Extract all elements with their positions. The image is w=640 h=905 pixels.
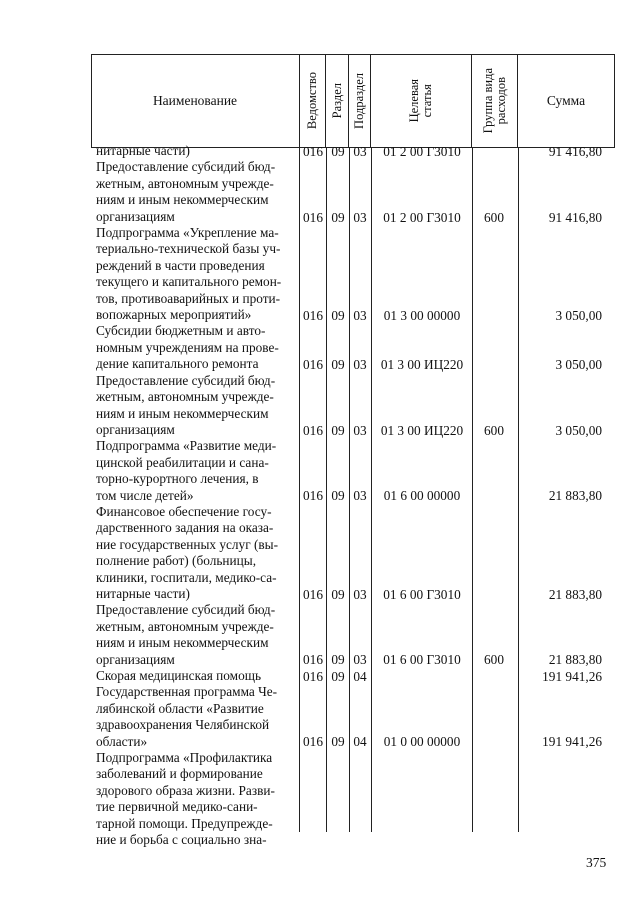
row-expense-group: 600 xyxy=(484,652,504,668)
row-name-line: ние и борьба с социально зна- xyxy=(96,832,267,848)
header-name-cell xyxy=(91,54,300,147)
row-name-line: Предоставление субсидий бюд- xyxy=(96,372,276,388)
row-name-line: ниям и иным некоммерческим xyxy=(96,192,269,208)
row-name-line: ниям и иным некоммерческим xyxy=(96,635,269,651)
row-name-line: здорового образа жизни. Разви- xyxy=(96,782,275,798)
row-amount: 3 050,00 xyxy=(555,357,602,373)
row-name xyxy=(96,323,292,372)
row-name-line: номным учреждениям на прове- xyxy=(96,339,279,355)
row-name-line: дарственного задания на оказа- xyxy=(96,520,274,536)
row-amount: 21 883,80 xyxy=(548,488,602,504)
header-department-cell xyxy=(300,54,326,147)
row-target-article: 01 3 00 ИЦ220 xyxy=(380,422,464,438)
row-name-line: полнение работ) (больницы, xyxy=(96,553,257,569)
header-subsection: Подраздел xyxy=(352,72,366,129)
header-name: Наименование xyxy=(152,92,238,108)
row-subsection: 03 xyxy=(353,209,367,225)
row-name-line: тов, противоаварийных и проти- xyxy=(96,290,281,306)
row-name-line: Предоставление субсидий бюд- xyxy=(96,602,276,618)
row-department: 016 xyxy=(303,209,323,225)
row-section: 09 xyxy=(331,422,345,438)
row-name-line: торно-курортного лечения, в xyxy=(96,471,259,487)
row-name-line: организациям xyxy=(96,651,175,667)
row-target-article: 01 6 00 Г3010 xyxy=(383,652,461,668)
row-name xyxy=(96,225,292,323)
row-subsection: 03 xyxy=(353,357,367,373)
row-subsection: 04 xyxy=(353,734,367,750)
row-target-article: 01 3 00 ИЦ220 xyxy=(380,357,464,373)
row-department: 016 xyxy=(303,308,323,323)
row-name-line: текущего и капитального ремон- xyxy=(96,274,282,290)
row-name-line: цинской реабилитации и сана- xyxy=(96,454,269,470)
row-section: 09 xyxy=(331,668,345,684)
row-subsection: 03 xyxy=(353,422,367,438)
row-section: 09 xyxy=(331,144,345,159)
row-name xyxy=(96,684,292,750)
row-name-line: вопожарных мероприятий» xyxy=(96,307,252,323)
row-name-line: жетным, автономным учрежде- xyxy=(96,618,274,634)
header-section: Раздел xyxy=(329,82,344,119)
row-name-line: ние государственных услуг (вы- xyxy=(96,536,279,552)
row-name-line: Финансовое обеспечение госу- xyxy=(96,503,272,519)
row-name-line: жетным, автономным учрежде- xyxy=(96,389,274,405)
row-subsection: 03 xyxy=(353,586,367,602)
row-name-line: Субсидии бюджетным и авто- xyxy=(96,323,266,339)
header-section-cell xyxy=(326,54,349,147)
row-department: 016 xyxy=(303,652,323,668)
row-department: 016 xyxy=(303,734,323,750)
row-name xyxy=(96,602,292,668)
row-target-article: 01 3 00 00000 xyxy=(383,308,461,323)
row-amount: 191 941,26 xyxy=(542,734,602,750)
row-department: 016 xyxy=(303,488,323,504)
row-department: 016 xyxy=(303,422,323,438)
row-amount: 3 050,00 xyxy=(555,308,602,323)
row-subsection: 03 xyxy=(353,144,367,159)
row-name-line: тие первичной медико-сани- xyxy=(96,799,258,815)
header-department: Ведомство xyxy=(305,71,319,130)
column-divider xyxy=(518,147,519,832)
row-name xyxy=(96,438,292,504)
row-name-line: териально-технической базы уч- xyxy=(96,241,281,257)
row-amount: 21 883,80 xyxy=(548,652,602,668)
row-section: 09 xyxy=(331,652,345,668)
row-department: 016 xyxy=(303,586,323,602)
row-name-line: Скорая медицинская помощь xyxy=(96,668,262,683)
row-name xyxy=(96,750,292,848)
row-name-line: Предоставление субсидий бюд- xyxy=(96,159,276,175)
row-name-line: организациям xyxy=(96,421,175,437)
row-name-line: области» xyxy=(96,733,148,749)
row-name xyxy=(96,668,292,684)
row-name-line: организациям xyxy=(96,208,175,224)
row-name-line: реждений в части проведения xyxy=(96,257,265,273)
header-amount: Сумма xyxy=(546,92,586,108)
row-name-line: Подпрограмма «Профилактика xyxy=(96,750,273,766)
row-name-line: клиники, госпитали, медико-са- xyxy=(96,569,277,585)
row-name-line: нитарные части) xyxy=(96,585,190,601)
row-name-line: здравоохранения Челябинской xyxy=(96,717,270,733)
header-target-article-cell xyxy=(371,54,472,147)
row-name-line: дение капитального ремонта xyxy=(96,356,259,372)
row-name xyxy=(96,143,292,159)
column-divider xyxy=(472,147,473,832)
row-subsection: 03 xyxy=(353,488,367,504)
row-target-article: 01 2 00 Г3010 xyxy=(383,144,461,159)
row-name-line: том числе детей» xyxy=(96,487,194,503)
table-header xyxy=(91,54,614,147)
row-target-article: 01 2 00 Г3010 xyxy=(383,209,461,225)
row-section: 09 xyxy=(331,357,345,373)
row-name-line: Подпрограмма «Укрепление ма- xyxy=(96,225,279,241)
row-expense-group: 600 xyxy=(484,422,504,438)
page-number: 375 xyxy=(586,855,607,870)
row-target-article: 01 6 00 00000 xyxy=(383,488,461,504)
row-name xyxy=(96,504,292,602)
row-name-line: Государственная программа Че- xyxy=(96,684,278,700)
row-name-line: нитарные части) xyxy=(96,143,190,158)
row-section: 09 xyxy=(331,308,345,323)
row-department: 016 xyxy=(303,668,323,684)
row-section: 09 xyxy=(331,734,345,750)
row-amount: 21 883,80 xyxy=(548,586,602,602)
row-subsection: 03 xyxy=(353,308,367,323)
row-target-article: 01 0 00 00000 xyxy=(383,734,461,750)
header-target-article: Целевая статья xyxy=(407,78,434,123)
row-name-line: жетным, автономным учрежде- xyxy=(96,175,274,191)
row-name-line: Подпрограмма «Развитие меди- xyxy=(96,438,277,454)
header-subsection-cell xyxy=(349,54,371,147)
row-amount: 91 416,80 xyxy=(548,144,602,159)
row-name-line: ниям и иным некоммерческим xyxy=(96,405,269,421)
row-section: 09 xyxy=(331,586,345,602)
row-name-line: заболеваний и формирование xyxy=(96,766,263,782)
row-name-line: лябинской области «Развитие xyxy=(96,700,264,716)
header-expense-group-cell xyxy=(472,54,518,147)
row-name xyxy=(96,159,292,225)
row-department: 016 xyxy=(303,357,323,373)
row-section: 09 xyxy=(331,488,345,504)
row-department: 016 xyxy=(303,144,323,159)
row-subsection: 03 xyxy=(353,652,367,668)
row-name xyxy=(96,373,292,439)
row-amount: 3 050,00 xyxy=(555,422,602,438)
row-amount: 191 941,26 xyxy=(542,668,602,684)
row-section: 09 xyxy=(331,209,345,225)
row-target-article: 01 6 00 Г3010 xyxy=(383,586,461,602)
header-amount-cell xyxy=(518,54,614,147)
row-name-line: тарной помощи. Предупрежде- xyxy=(96,815,273,831)
name-column xyxy=(96,143,292,848)
row-amount: 91 416,80 xyxy=(548,209,602,225)
row-subsection: 04 xyxy=(353,668,367,684)
row-expense-group: 600 xyxy=(484,209,504,225)
header-expense-group: Группа вида расходов xyxy=(480,67,508,134)
